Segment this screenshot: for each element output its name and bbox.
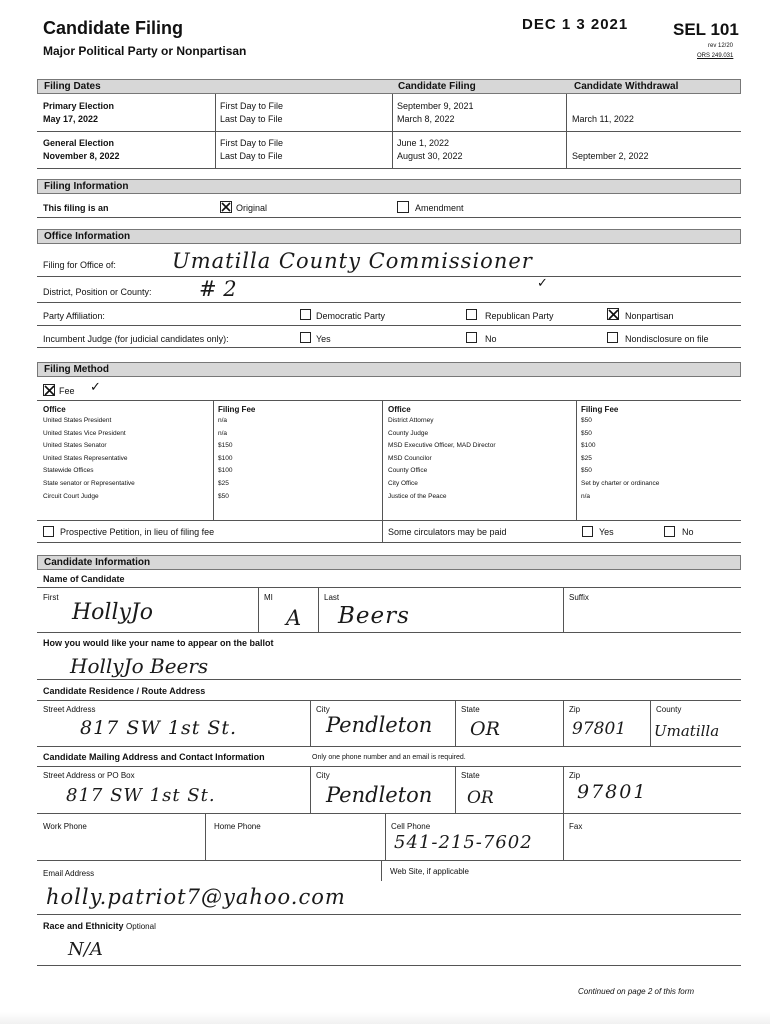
race-ethnicity-label: Race and Ethnicity (43, 921, 124, 931)
divider (455, 701, 456, 746)
email-value[interactable]: holly.patriot7@yahoo.com (46, 885, 346, 909)
office-column-header: Office (43, 405, 66, 414)
x-mark-icon (44, 385, 55, 396)
judge-no-checkbox[interactable] (466, 332, 477, 343)
filing-dates-band (37, 79, 741, 94)
divider (310, 767, 311, 813)
divider (37, 965, 741, 966)
fee-table-fee: $100 (581, 442, 596, 450)
divider (563, 814, 564, 860)
mailing-state-value[interactable]: OR (467, 788, 494, 808)
fee-table-fee: $100 (218, 467, 233, 475)
nonpartisan-checkbox[interactable] (607, 308, 619, 320)
general-election-label: General Election (43, 138, 115, 148)
fee-label: Fee (59, 386, 75, 396)
work-phone-label: Work Phone (43, 822, 87, 831)
office-information-band (37, 229, 741, 244)
fax-label: Fax (569, 822, 583, 831)
fee-table-office: District Attorney (388, 417, 434, 424)
mailing-state-label: State (461, 771, 480, 780)
divider (205, 814, 206, 860)
fee-checkbox[interactable] (43, 384, 55, 396)
primary-last-day-date: March 8, 2022 (397, 114, 455, 124)
cell-phone-value[interactable]: 541-215-7602 (394, 832, 533, 853)
mailing-city-value[interactable]: Pendleton (326, 783, 433, 807)
judge-yes-checkbox[interactable] (300, 332, 311, 343)
fee-table-office: United States Senator (43, 442, 107, 450)
divider (455, 767, 456, 813)
divider (37, 679, 741, 680)
general-first-day-label: First Day to File (220, 138, 284, 148)
divider (318, 588, 319, 632)
prospective-petition-checkbox[interactable] (43, 526, 54, 537)
fee-table-fee: $25 (218, 480, 229, 487)
divider (37, 520, 741, 521)
scan-edge (0, 1012, 770, 1024)
mailing-note: Only one phone number and an email is required. (312, 754, 466, 761)
prospective-petition-label: Prospective Petition, in lieu of filing fee (60, 527, 215, 537)
filing-method-band (37, 362, 741, 377)
middle-initial-label: MI (264, 593, 273, 602)
general-first-day-date: June 1, 2022 (397, 138, 450, 148)
fee-table-office: MSD Executive Officer, MAD Director (388, 442, 496, 450)
original-checkbox[interactable] (220, 201, 232, 213)
fee-table-office: United States President (43, 417, 112, 424)
democratic-label: Democratic Party (316, 311, 386, 321)
x-mark-icon (608, 309, 619, 320)
fee-table-office: Circuit Court Judge (43, 492, 99, 500)
mailing-street-value[interactable]: 817 SW 1st St. (66, 785, 216, 806)
circulators-label: Some circulators may be paid (388, 527, 507, 537)
circulators-yes-checkbox[interactable] (582, 526, 593, 537)
fee-table-fee: Set by charter or ordinance (581, 480, 660, 487)
filing-dates-title: Filing Dates (44, 81, 101, 92)
amendment-label: Amendment (415, 203, 464, 213)
form-statute: ORS 249.031 (697, 53, 734, 59)
mailing-zip-label: Zip (569, 771, 581, 780)
amendment-checkbox[interactable] (397, 201, 409, 213)
divider (37, 700, 741, 701)
divider (576, 400, 577, 520)
suffix-label: Suffix (569, 593, 589, 602)
fee-table-office: Justice of the Peace (388, 492, 447, 500)
fee-table-office: County Judge (388, 429, 429, 437)
district-label: District, Position or County: (43, 287, 152, 297)
fee-table-fee: $100 (218, 454, 233, 462)
residence-city-value[interactable]: Pendleton (326, 713, 433, 737)
fee-table-fee: $25 (581, 454, 592, 462)
ballot-name-value[interactable]: HollyJo Beers (70, 654, 209, 678)
race-ethnicity-value[interactable]: N/A (68, 939, 103, 960)
residence-heading: Candidate Residence / Route Address (43, 686, 206, 696)
residence-street-value[interactable]: 817 SW 1st St. (80, 717, 238, 739)
last-name-label: Last (324, 593, 340, 602)
first-name-value[interactable]: HollyJo (72, 600, 153, 625)
general-withdrawal-date: September 2, 2022 (572, 151, 649, 161)
divider (37, 131, 741, 132)
filing-method-title: Filing Method (44, 364, 109, 375)
democratic-checkbox[interactable] (300, 309, 311, 320)
candidate-filing-column-header: Candidate Filing (398, 81, 476, 92)
form-title: Candidate Filing (43, 18, 184, 38)
residence-zip-value[interactable]: 97801 (572, 719, 627, 739)
divider (37, 302, 741, 303)
divider (381, 861, 382, 881)
office-column-header: Office (388, 405, 411, 414)
mailing-street-label: Street Address or PO Box (43, 771, 135, 780)
divider (213, 400, 214, 520)
divider (650, 701, 651, 746)
primary-election-date: May 17, 2022 (43, 114, 99, 124)
primary-withdrawal-date: March 11, 2022 (572, 114, 634, 124)
original-label: Original (236, 203, 268, 213)
divider (37, 347, 741, 348)
divider (37, 766, 741, 767)
form-number: SEL 101 (673, 20, 739, 39)
general-last-day-date: August 30, 2022 (397, 151, 463, 161)
general-election-date: November 8, 2022 (43, 151, 120, 161)
republican-label: Republican Party (485, 311, 554, 321)
form-subtitle: Major Political Party or Nonpartisan (43, 44, 247, 58)
ballot-name-heading: How you would like your name to appear on the ballot (43, 638, 274, 648)
filing-information-title: Filing Information (44, 181, 129, 192)
primary-first-day-date: September 9, 2021 (397, 101, 474, 111)
divider (37, 632, 741, 633)
fee-table-office: County Office (388, 467, 428, 475)
zip-label: Zip (569, 705, 581, 714)
office-of-label: Filing for Office of: (43, 260, 116, 270)
received-date-stamp: DEC 1 3 2021 (522, 16, 629, 33)
form-revision: rev 12/20 (708, 43, 734, 49)
divider (37, 542, 741, 543)
divider (310, 701, 311, 746)
street-address-label: Street Address (43, 705, 96, 714)
judge-yes-label: Yes (316, 334, 331, 344)
divider (37, 217, 741, 218)
fee-table-office: State senator or Representative (43, 480, 135, 487)
primary-last-day-label: Last Day to File (220, 114, 283, 124)
divider (37, 325, 741, 326)
fee-table-fee: n/a (581, 492, 591, 500)
residence-county-value[interactable]: Umatilla (654, 722, 720, 740)
fee-table-fee: $50 (581, 429, 592, 437)
checkmark-icon: ✓ (90, 380, 101, 395)
divider (37, 860, 741, 861)
filing-type-label: This filing is an (43, 203, 109, 213)
judge-no-label: No (485, 334, 497, 344)
general-last-day-label: Last Day to File (220, 151, 283, 161)
divider (258, 588, 259, 632)
divider (37, 813, 741, 814)
party-affiliation-label: Party Affiliation: (43, 311, 105, 321)
race-ethnicity-heading (43, 921, 156, 931)
nondisclosure-checkbox[interactable] (607, 332, 618, 343)
divider (37, 914, 741, 915)
fee-table-office: MSD Councilor (388, 454, 432, 462)
website-label: Web Site, if applicable (390, 867, 470, 876)
county-label: County (656, 705, 682, 714)
office-of-value[interactable]: Umatilla County Commissioner (172, 249, 533, 273)
fee-table-fee: $50 (218, 492, 229, 500)
circulators-yes-label: Yes (599, 527, 614, 537)
divider (385, 814, 386, 860)
fee-table-fee: n/a (218, 429, 228, 437)
checkmark-icon: ✓ (537, 276, 548, 291)
email-label: Email Address (43, 869, 95, 878)
fee-column-header: Filing Fee (218, 405, 256, 414)
circulators-no-label: No (682, 527, 694, 537)
fee-table-fee: n/a (218, 417, 228, 424)
office-information-title: Office Information (44, 231, 131, 242)
fee-table-fee: $50 (581, 417, 592, 424)
fee-table-fee: $150 (218, 442, 233, 450)
fee-table-office: Statewide Offices (43, 467, 94, 475)
filing-information-band (37, 179, 741, 194)
fee-table-office: City Office (388, 480, 418, 487)
divider (37, 746, 741, 747)
cell-phone-label: Cell Phone (391, 822, 431, 831)
continued-note: Continued on page 2 of this form (578, 987, 695, 996)
district-value[interactable]: # 2 (199, 277, 237, 301)
fee-column-header: Filing Fee (581, 405, 619, 414)
mailing-heading: Candidate Mailing Address and Contact Information (43, 752, 265, 762)
divider (563, 701, 564, 746)
fee-table-fee: $50 (581, 467, 592, 475)
mailing-zip-value[interactable]: 97801 (577, 781, 648, 803)
mailing-city-label: City (316, 771, 330, 780)
fee-table-office: United States Vice President (43, 429, 126, 437)
name-of-candidate-heading: Name of Candidate (43, 574, 125, 584)
divider (37, 276, 741, 277)
candidate-withdrawal-column-header: Candidate Withdrawal (574, 81, 679, 92)
divider (37, 168, 741, 169)
primary-election-label: Primary Election (43, 101, 115, 111)
divider (37, 587, 741, 588)
first-name-label: First (43, 593, 59, 602)
fee-table-office: United States Representative (43, 454, 128, 462)
divider (563, 767, 564, 813)
candidate-information-title: Candidate Information (44, 557, 151, 568)
home-phone-label: Home Phone (214, 822, 261, 831)
candidate-information-band (37, 555, 741, 570)
x-mark-icon (221, 202, 231, 212)
circulators-no-checkbox[interactable] (664, 526, 675, 537)
race-ethnicity-optional: Optional (126, 922, 156, 931)
state-label: State (461, 705, 480, 714)
divider (563, 588, 564, 632)
middle-initial-value[interactable]: A (286, 606, 302, 630)
nondisclosure-label: Nondisclosure on file (625, 334, 709, 344)
republican-checkbox[interactable] (466, 309, 477, 320)
primary-first-day-label: First Day to File (220, 101, 284, 111)
residence-state-value[interactable]: OR (470, 718, 500, 740)
nonpartisan-label: Nonpartisan (625, 311, 674, 321)
last-name-value[interactable]: Beers (338, 603, 410, 629)
divider (37, 400, 741, 401)
incumbent-judge-label: Incumbent Judge (for judicial candidates only): (43, 334, 229, 344)
city-label: City (316, 705, 330, 714)
